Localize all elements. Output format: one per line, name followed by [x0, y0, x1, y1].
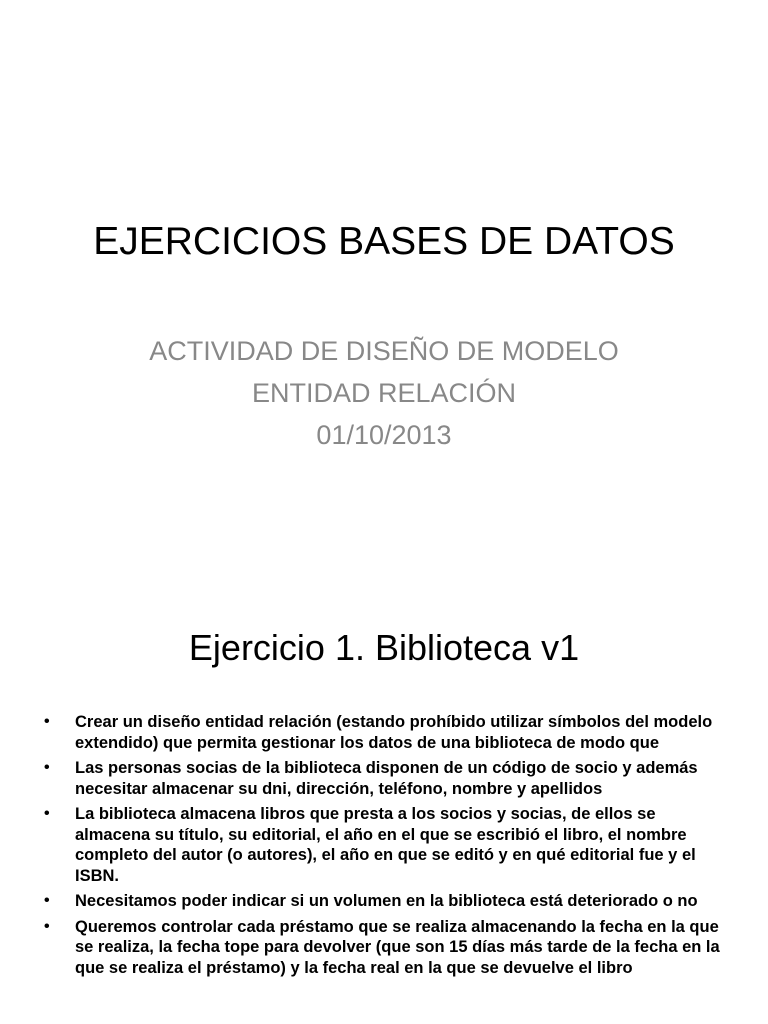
bullet-icon: •	[44, 917, 50, 935]
bullet-icon: •	[44, 759, 50, 776]
bullet-text: Crear un diseño entidad relación (estando prohíbido utilizar símbolos del modelo extendido) que permita gestionar los datos de una biblioteca de modo que	[75, 713, 713, 752]
bullet-text: La biblioteca almacena libros que presta a los socios y socias, de ellos se almacena su título, su editorial, el año en el que se escribió el libro, el nombre completo del autor (o autores), el año en que se editó y en qué editorial fue y el ISBN.	[75, 805, 696, 885]
bullet-icon: •	[44, 713, 50, 730]
bullet-text: Necesitamos poder indicar si un volumen en la biblioteca está deteriorado o no	[75, 892, 698, 910]
slide-exercise-1	[0, 576, 768, 1024]
list-item	[0, 804, 768, 886]
bullet-text: Queremos controlar cada préstamo que se realiza almacenando la fecha en la que se realiza, la fecha tope para devolver (que son 15 días más tarde de la fecha en la que se realiza el préstamo) y la fecha real en la que se devuelve el libro	[75, 917, 720, 977]
presentation-title: EJERCICIOS BASES DE DATOS	[93, 220, 675, 263]
subtitle-line-activity: ACTIVIDAD DE DISEÑO DE MODELO	[149, 336, 619, 366]
list-item	[0, 891, 768, 912]
exercise-bullet-list	[0, 712, 768, 983]
bullet-icon: •	[44, 892, 50, 909]
bullet-text: Las personas socias de la biblioteca disponen de un código de socio y además necesitar almacenar su dni, dirección, teléfono, nombre y apellidos	[75, 759, 698, 798]
presentation-subtitle	[0, 330, 768, 456]
list-item	[0, 917, 768, 979]
list-item	[0, 758, 768, 799]
list-item	[0, 712, 768, 753]
subtitle-line-date: 01/10/2013	[316, 420, 452, 450]
exercise-title: Ejercicio 1. Biblioteca v1	[188, 627, 580, 668]
subtitle-line-model: ENTIDAD RELACIÓN	[251, 378, 517, 408]
bullet-icon: •	[44, 805, 50, 822]
